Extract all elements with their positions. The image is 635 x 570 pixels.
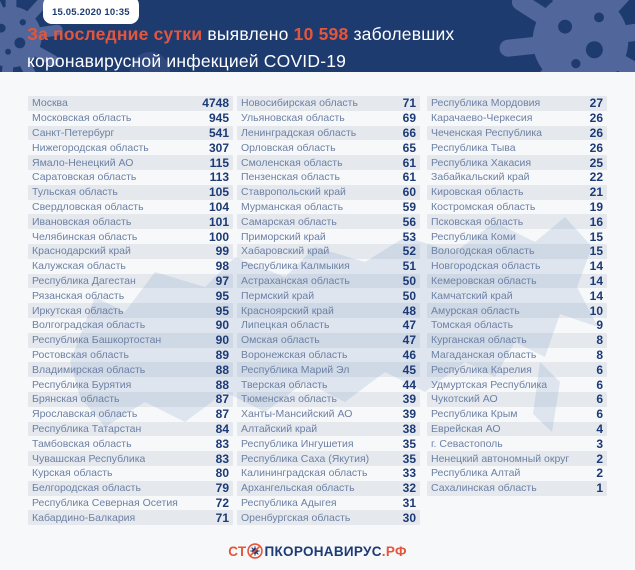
region-row: [237, 259, 420, 274]
region-row: [28, 214, 233, 229]
region-count: 95: [215, 288, 229, 303]
region-count: 6: [596, 407, 603, 422]
region-name: Республика Башкортостан: [32, 334, 162, 347]
region-name: Ставропольский край: [241, 186, 346, 199]
region-count: 83: [215, 436, 229, 451]
region-count: 45: [402, 362, 416, 377]
region-name: Тюменская область: [241, 393, 337, 406]
region-count: 9: [596, 318, 603, 333]
region-name: Ленинградская область: [241, 126, 357, 139]
region-count: 10: [589, 303, 603, 318]
region-name: Ямало-Ненецкий АО: [32, 156, 134, 169]
region-row: [237, 407, 420, 422]
region-count: 51: [402, 259, 416, 274]
region-column-3: [427, 96, 607, 496]
region-count: 48: [402, 303, 416, 318]
region-row: [237, 111, 420, 126]
region-name: Вологодская область: [431, 245, 535, 258]
region-row: [237, 481, 420, 496]
region-row: [427, 140, 607, 155]
region-name: Приморский край: [241, 230, 326, 243]
region-count: 44: [402, 377, 416, 392]
region-row: [427, 481, 607, 496]
headline-text: выявлено: [202, 24, 294, 44]
region-name: Хабаровский край: [241, 245, 330, 258]
region-row: [237, 422, 420, 437]
region-count: 113: [209, 170, 229, 185]
region-name: Курская область: [32, 467, 113, 480]
region-name: Пермский край: [241, 289, 315, 302]
region-count: 1: [596, 481, 603, 496]
region-row: [427, 274, 607, 289]
region-count: 60: [402, 185, 416, 200]
region-count: 15: [589, 244, 603, 259]
region-name: Волгоградская область: [32, 319, 146, 332]
region-row: [237, 377, 420, 392]
region-name: Республика Калмыкия: [241, 260, 350, 273]
region-name: Ростовская область: [32, 348, 130, 361]
region-count: 307: [208, 140, 229, 155]
region-row: [28, 185, 233, 200]
region-count: 16: [589, 214, 603, 229]
region-name: Архангельская область: [241, 482, 355, 495]
region-name: Республика Хакасия: [431, 156, 532, 169]
region-count: 97: [215, 273, 229, 288]
region-name: Омская область: [241, 334, 320, 347]
region-count: 22: [589, 170, 603, 185]
region-name: Республика Северная Осетия: [32, 496, 178, 509]
region-count: 99: [215, 244, 229, 259]
region-name: Астраханская область: [241, 274, 350, 287]
region-count: 79: [215, 481, 229, 496]
region-row: [237, 229, 420, 244]
timestamp: 15.05.2020 10:35: [52, 7, 130, 18]
region-count: 59: [402, 199, 416, 214]
region-count: 4: [596, 421, 603, 436]
region-name: Республика Крым: [431, 408, 518, 421]
region-name: Калининградская область: [241, 467, 368, 480]
region-name: Кабардино-Балкария: [32, 511, 136, 524]
headline-text: заболевших: [348, 24, 455, 44]
region-row: [28, 140, 233, 155]
region-name: Кемеровская область: [431, 274, 537, 287]
region-count: 35: [402, 436, 416, 451]
logo-text: СТ: [228, 543, 247, 559]
region-row: [28, 481, 233, 496]
region-row: [427, 185, 607, 200]
region-row: [427, 422, 607, 437]
region-name: Республика Адыгея: [241, 496, 337, 509]
region-row: [237, 214, 420, 229]
region-count: 61: [402, 155, 416, 170]
region-row: [237, 244, 420, 259]
region-name: Республика Карелия: [431, 363, 532, 376]
region-name: Республика Дагестан: [32, 274, 136, 287]
region-row: [237, 274, 420, 289]
region-name: Камчатский край: [431, 289, 513, 302]
region-name: Московская область: [32, 112, 132, 125]
region-row: [28, 318, 233, 333]
region-count: 14: [589, 273, 603, 288]
region-name: Тамбовская область: [32, 437, 132, 450]
region-name: Республика Бурятия: [32, 378, 132, 391]
region-count: 53: [402, 229, 416, 244]
region-name: Еврейская АО: [431, 422, 501, 435]
region-row: [427, 407, 607, 422]
region-count: 8: [596, 347, 603, 362]
virus-splat-icon: [488, 0, 635, 72]
region-name: Республика Татарстан: [32, 422, 142, 435]
region-row: [427, 348, 607, 363]
region-name: Оренбургская область: [241, 511, 351, 524]
region-row: [237, 362, 420, 377]
region-row: [28, 436, 233, 451]
region-name: Санкт-Петербург: [32, 126, 115, 139]
region-row: [427, 333, 607, 348]
region-row: [427, 229, 607, 244]
region-count: 83: [215, 451, 229, 466]
region-name: Ивановская область: [32, 215, 132, 228]
region-row: [237, 126, 420, 141]
region-name: Новосибирская область: [241, 97, 358, 110]
region-name: Пензенская область: [241, 171, 340, 184]
region-count: 61: [402, 170, 416, 185]
region-count: 66: [402, 125, 416, 140]
region-name: г. Севастополь: [431, 437, 503, 450]
region-count: 87: [215, 392, 229, 407]
region-count: 50: [402, 288, 416, 303]
region-name: Республика Марий Эл: [241, 363, 350, 376]
region-count: 65: [402, 140, 416, 155]
regions-table: [0, 72, 635, 570]
region-name: Ульяновская область: [241, 112, 345, 125]
region-count: 89: [215, 347, 229, 362]
region-name: Самарская область: [241, 215, 337, 228]
region-row: [427, 155, 607, 170]
region-name: Нижегородская область: [32, 141, 149, 154]
region-count: 115: [209, 155, 229, 170]
region-name: Брянская область: [32, 393, 120, 406]
region-name: Чувашская Республика: [32, 452, 146, 465]
logo-text: ПКОРОНАВИРУС: [264, 543, 382, 559]
region-row: [237, 200, 420, 215]
region-row: [28, 362, 233, 377]
region-count: 105: [208, 185, 229, 200]
region-count: 88: [215, 362, 229, 377]
region-count: 2: [596, 466, 603, 481]
region-count: 25: [589, 155, 603, 170]
region-row: [28, 333, 233, 348]
region-row: [28, 170, 233, 185]
region-name: Псковская область: [431, 215, 524, 228]
region-row: [28, 126, 233, 141]
region-name: Орловская область: [241, 141, 336, 154]
region-row: [427, 259, 607, 274]
region-count: 30: [402, 510, 416, 525]
region-row: [427, 244, 607, 259]
region-count: 101: [208, 214, 229, 229]
region-count: 2: [596, 451, 603, 466]
region-row: [237, 348, 420, 363]
region-count: 945: [208, 111, 229, 126]
region-count: 26: [589, 125, 603, 140]
region-row: [427, 362, 607, 377]
region-name: Москва: [32, 97, 68, 110]
region-name: Кировская область: [431, 186, 524, 199]
region-name: Ярославская область: [32, 408, 138, 421]
region-row: [427, 126, 607, 141]
region-name: Калужская область: [32, 260, 126, 273]
region-count: 27: [589, 96, 603, 111]
region-name: Костромская область: [431, 200, 536, 213]
region-row: [427, 466, 607, 481]
region-count: 72: [215, 495, 229, 510]
region-row: [427, 451, 607, 466]
region-row: [427, 377, 607, 392]
region-row: [237, 392, 420, 407]
region-name: Алтайский край: [241, 422, 318, 435]
region-name: Краснодарский край: [32, 245, 131, 258]
region-count: 69: [402, 111, 416, 126]
region-name: Республика Ингушетия: [241, 437, 354, 450]
headline-line2: коронавирусной инфекцией COVID-19: [27, 51, 347, 71]
region-name: Белгородская область: [32, 482, 141, 495]
region-name: Курганская область: [431, 334, 527, 347]
region-count: 80: [215, 466, 229, 481]
region-row: [427, 200, 607, 215]
region-count: 3: [596, 436, 603, 451]
region-count: 14: [589, 288, 603, 303]
region-row: [237, 96, 420, 111]
region-row: [427, 170, 607, 185]
region-row: [237, 510, 420, 525]
region-row: [237, 318, 420, 333]
region-count: 47: [402, 318, 416, 333]
region-name: Иркутская область: [32, 304, 124, 317]
region-row: [237, 140, 420, 155]
region-row: [28, 288, 233, 303]
region-count: 50: [402, 273, 416, 288]
region-count: 71: [402, 96, 416, 111]
region-row: [427, 303, 607, 318]
region-row: [28, 451, 233, 466]
region-name: Республика Тыва: [431, 141, 516, 154]
region-count: 104: [208, 199, 229, 214]
region-name: Республика Алтай: [431, 467, 521, 480]
region-row: [28, 200, 233, 215]
region-count: 95: [215, 303, 229, 318]
headline: [27, 21, 454, 72]
region-row: [28, 274, 233, 289]
region-row: [427, 111, 607, 126]
region-row: [237, 436, 420, 451]
header-banner: [0, 0, 635, 72]
region-count: 35: [402, 451, 416, 466]
region-row: [427, 318, 607, 333]
region-name: Тверская область: [241, 378, 328, 391]
region-count: 4748: [202, 96, 229, 111]
region-count: 56: [402, 214, 416, 229]
region-row: [28, 510, 233, 525]
region-count: 71: [215, 510, 229, 525]
region-row: [237, 466, 420, 481]
region-count: 6: [596, 392, 603, 407]
region-row: [28, 392, 233, 407]
region-row: [237, 170, 420, 185]
region-row: [237, 185, 420, 200]
new-cases-count: 10 598: [293, 24, 349, 44]
region-name: Смоленская область: [241, 156, 343, 169]
region-name: Республика Саха (Якутия): [241, 452, 370, 465]
region-row: [237, 333, 420, 348]
region-name: Свердловская область: [32, 200, 144, 213]
region-name: Рязанская область: [32, 289, 125, 302]
region-row: [28, 377, 233, 392]
region-count: 98: [215, 259, 229, 274]
region-row: [427, 436, 607, 451]
region-name: Липецкая область: [241, 319, 330, 332]
region-count: 46: [402, 347, 416, 362]
region-count: 88: [215, 377, 229, 392]
region-name: Карачаево-Черкесия: [431, 112, 533, 125]
region-row: [237, 451, 420, 466]
region-count: 6: [596, 362, 603, 377]
region-count: 38: [402, 421, 416, 436]
region-row: [237, 496, 420, 511]
region-count: 84: [215, 421, 229, 436]
region-row: [427, 392, 607, 407]
region-name: Республика Коми: [431, 230, 516, 243]
region-name: Ханты-Мансийский АО: [241, 408, 353, 421]
region-name: Владимирская область: [32, 363, 146, 376]
region-count: 26: [589, 111, 603, 126]
region-name: Тульская область: [32, 186, 118, 199]
region-name: Чукотский АО: [431, 393, 498, 406]
region-count: 14: [589, 259, 603, 274]
region-row: [28, 303, 233, 318]
region-row: [427, 214, 607, 229]
region-row: [28, 466, 233, 481]
region-column-1: [28, 96, 233, 525]
region-name: Амурская область: [431, 304, 520, 317]
region-row: [28, 96, 233, 111]
region-count: 8: [596, 333, 603, 348]
no-virus-icon: [247, 543, 263, 559]
region-count: 87: [215, 407, 229, 422]
region-row: [427, 288, 607, 303]
stopcoronavirus-logo: [0, 543, 635, 559]
region-name: Забайкальский край: [431, 171, 530, 184]
region-count: 26: [589, 140, 603, 155]
region-row: [28, 259, 233, 274]
region-count: 6: [596, 377, 603, 392]
region-row: [28, 244, 233, 259]
region-name: Магаданская область: [431, 348, 537, 361]
region-row: [237, 155, 420, 170]
region-count: 541: [208, 125, 229, 140]
region-count: 31: [402, 495, 416, 510]
region-count: 90: [215, 318, 229, 333]
region-row: [28, 348, 233, 363]
region-row: [28, 155, 233, 170]
region-count: 100: [208, 229, 229, 244]
region-name: Красноярский край: [241, 304, 334, 317]
region-row: [28, 496, 233, 511]
region-count: 33: [402, 466, 416, 481]
region-name: Сахалинская область: [431, 482, 537, 495]
region-row: [28, 407, 233, 422]
region-count: 39: [402, 392, 416, 407]
region-count: 19: [589, 199, 603, 214]
region-row: [427, 96, 607, 111]
region-name: Саратовская область: [32, 171, 137, 184]
region-name: Удмуртская Республика: [431, 378, 548, 391]
region-row: [237, 303, 420, 318]
region-row: [28, 229, 233, 244]
region-column-2: [237, 96, 420, 525]
region-name: Челябинская область: [32, 230, 138, 243]
headline-accent: За последние сутки: [27, 24, 203, 44]
region-row: [28, 111, 233, 126]
region-name: Новгородская область: [431, 260, 541, 273]
region-row: [237, 288, 420, 303]
region-name: Ненецкий автономный округ: [431, 452, 570, 465]
region-count: 52: [402, 244, 416, 259]
region-name: Томская область: [431, 319, 514, 332]
region-count: 32: [402, 481, 416, 496]
region-row: [28, 422, 233, 437]
region-count: 47: [402, 333, 416, 348]
logo-text: .РФ: [381, 543, 407, 559]
region-name: Чеченская Республика: [431, 126, 542, 139]
region-count: 21: [589, 185, 603, 200]
region-count: 90: [215, 333, 229, 348]
region-name: Республика Мордовия: [431, 97, 541, 110]
region-name: Воронежская область: [241, 348, 348, 361]
region-count: 15: [589, 229, 603, 244]
region-count: 39: [402, 407, 416, 422]
region-name: Мурманская область: [241, 200, 344, 213]
